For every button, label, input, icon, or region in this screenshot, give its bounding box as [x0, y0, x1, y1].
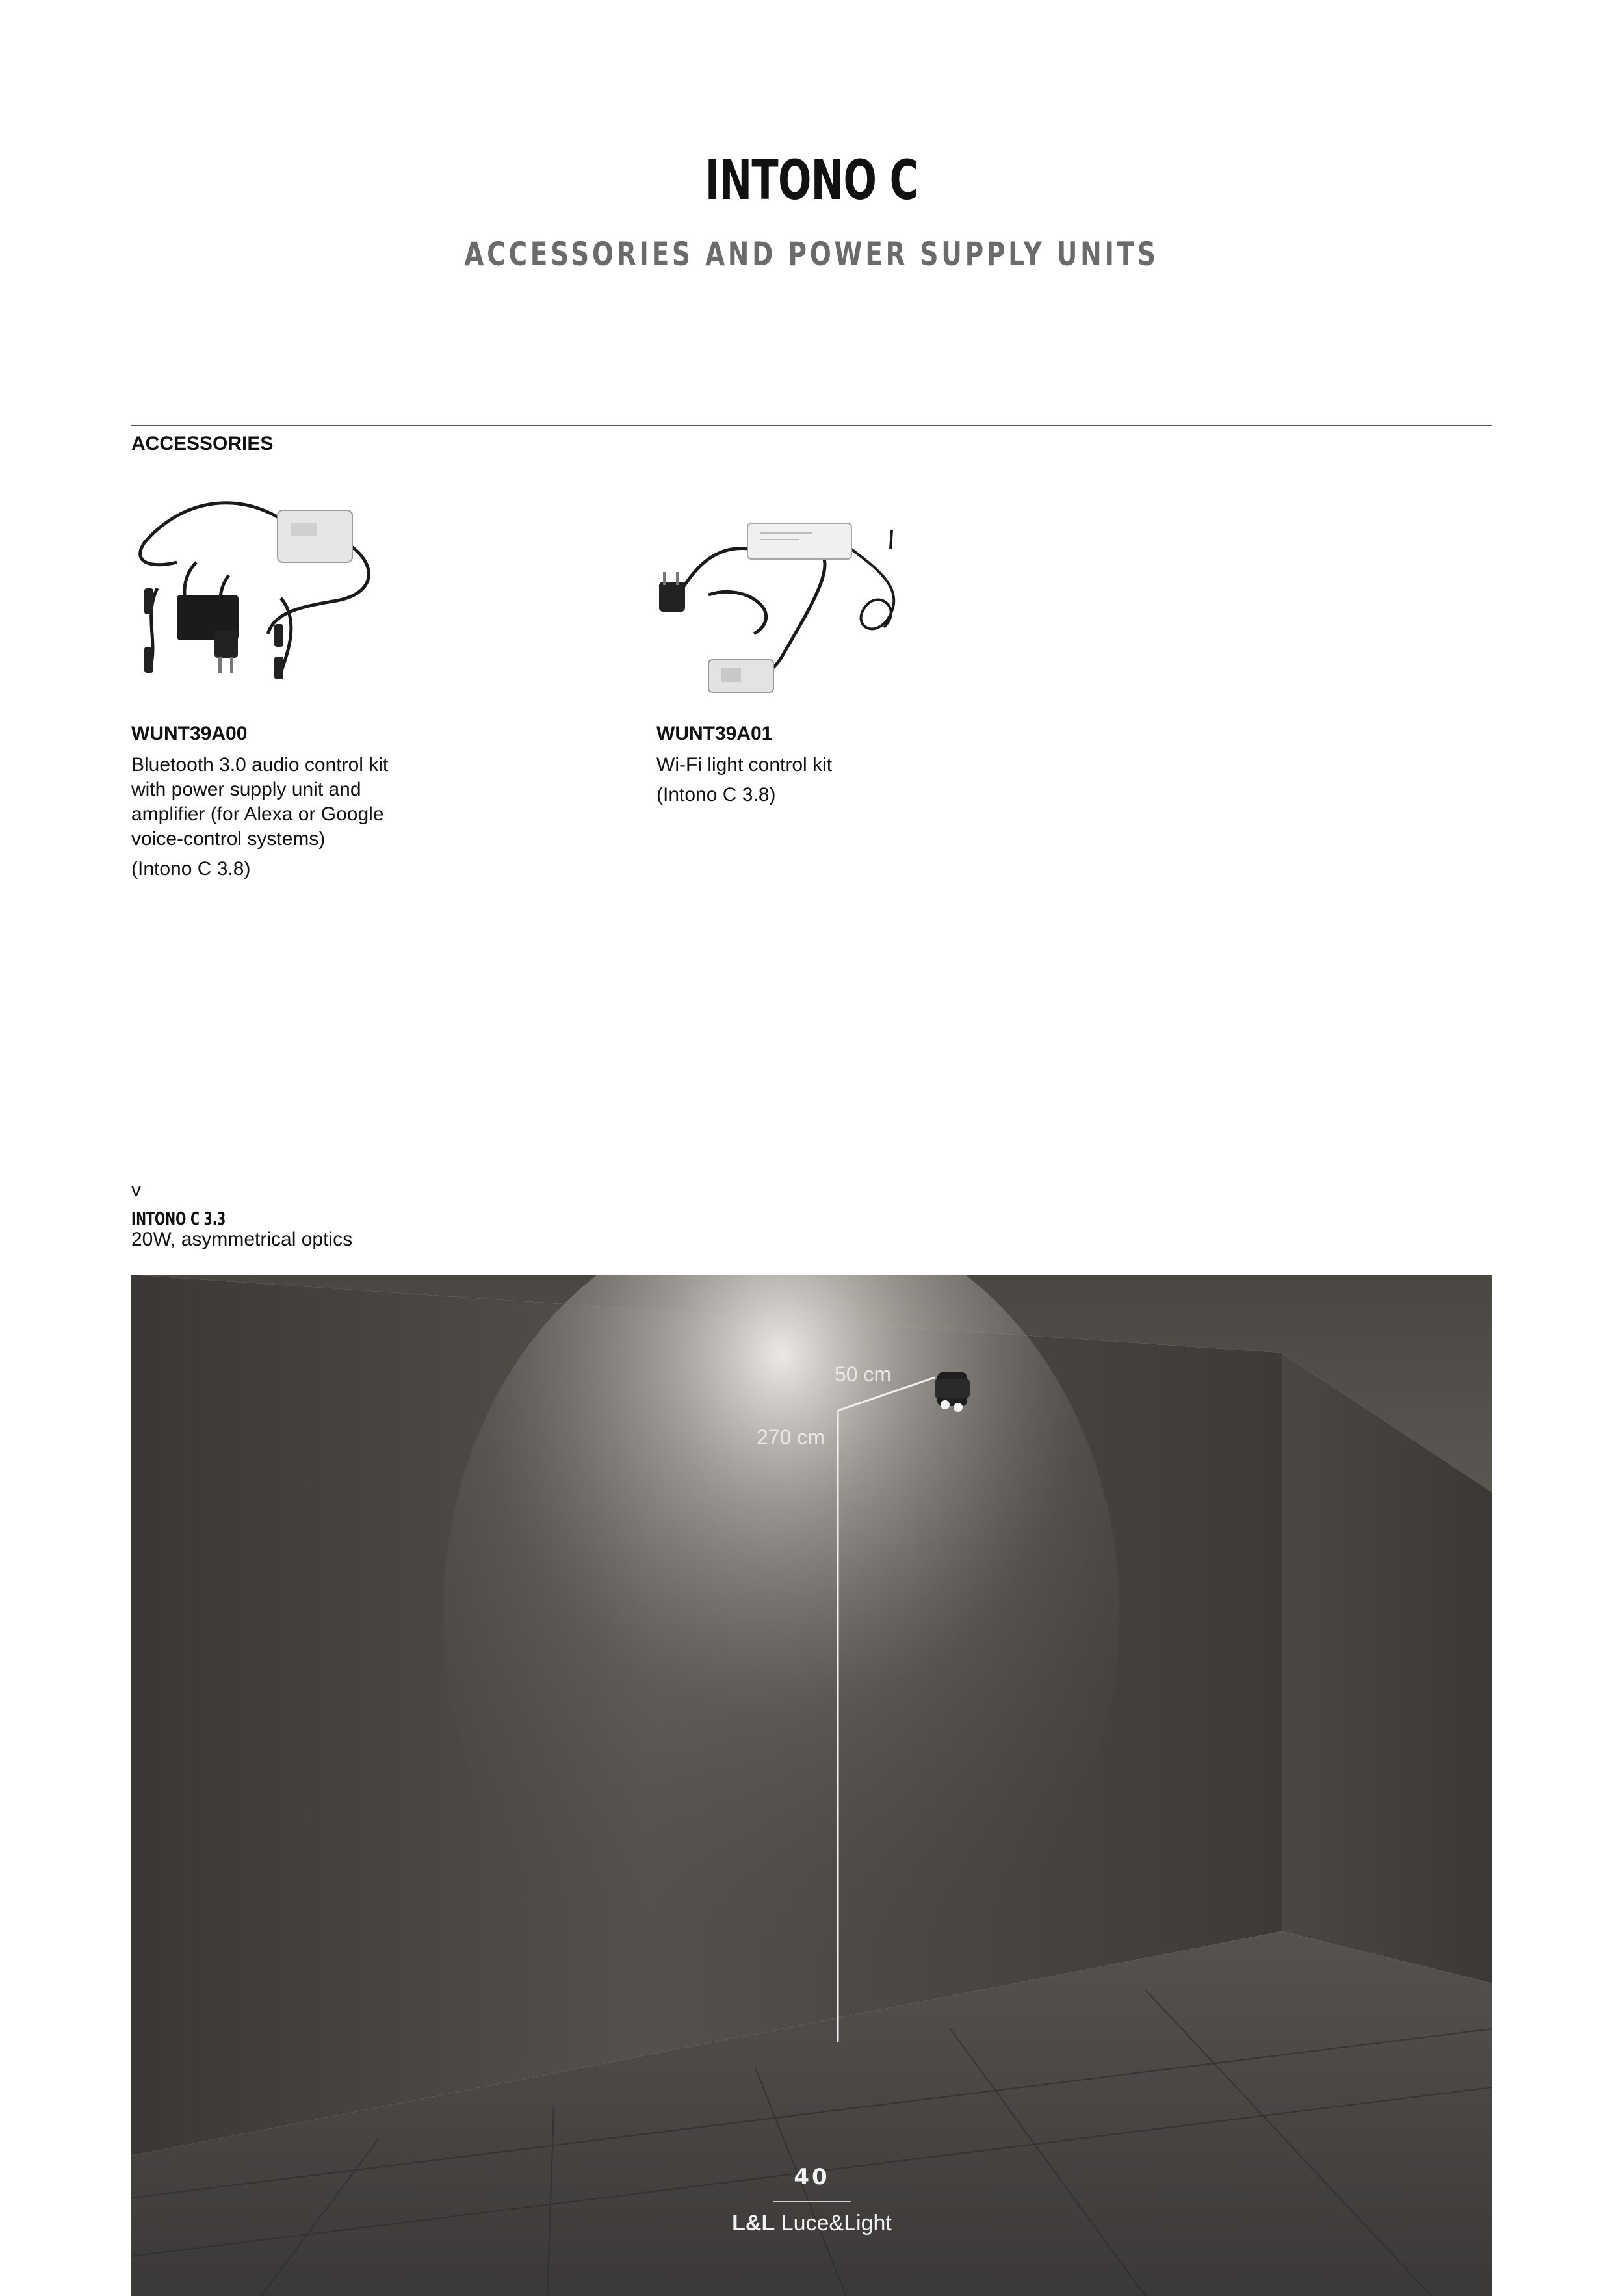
brand-name: Luce&Light [781, 2211, 892, 2236]
section-label-accessories: ACCESSORIES [131, 433, 274, 454]
accessory-note: (Intono C 3.8) [131, 858, 251, 880]
brand-bold: L&L [732, 2211, 775, 2236]
dimension-label-vertical: 270 cm [757, 1426, 825, 1449]
accessory-description: Bluetooth 3.0 audio control kit with power supply unit and amplifier (for Alexa or Google voice-control systems) [131, 754, 389, 850]
accessory-description-block [131, 753, 411, 887]
footer-rule [773, 2201, 851, 2202]
brand-logo [131, 2211, 1492, 2236]
model-name: INTONO C 3.3 [131, 1208, 226, 1229]
dimension-label-horizontal: 50 cm [835, 1363, 892, 1386]
accessory-note: (Intono C 3.8) [656, 784, 776, 805]
accessory-code: WUNT39A00 [131, 723, 248, 744]
chevron-down-icon: v [131, 1179, 141, 1201]
accessory-description-block [656, 753, 936, 813]
model-description: 20W, asymmetrical optics [131, 1229, 353, 1250]
page-number: 40 [794, 2164, 830, 2190]
accessory-image-wifi-kit [656, 510, 916, 715]
lighting-scene-image [131, 1275, 1492, 2296]
accessory-code: WUNT39A01 [656, 723, 773, 744]
accessory-image-bluetooth-kit [131, 484, 391, 689]
page-title: INTONO C [705, 148, 918, 212]
page-subtitle: ACCESSORIES AND POWER SUPPLY UNITS [464, 235, 1159, 273]
section-divider [131, 425, 1492, 426]
accessory-description: Wi-Fi light control kit [656, 754, 833, 776]
